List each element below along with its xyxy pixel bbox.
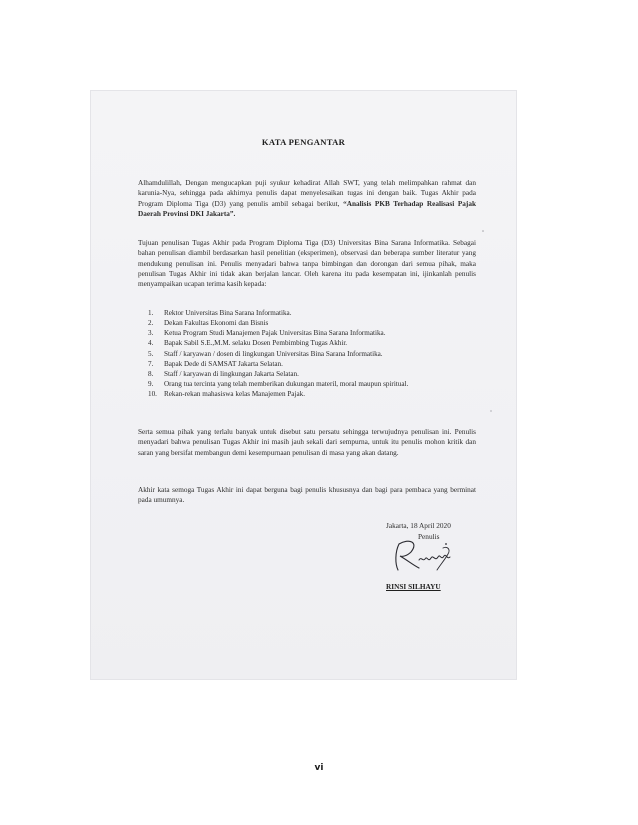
signer-role: Penulis: [418, 532, 440, 541]
paragraph-purpose: Tujuan penulisan Tugas Akhir pada Program Diploma Tiga (D3) Universitas Bina Sarana Informatika. Sebagai bahan penulisan diambil berdasarkan hasil penelitian (eksperimen), observasi dan beberapa sumber literatur yang mendukung penulisan ini. Penulis menyadari bahwa tanpa bimbingan dan dorongan dari semua pihak, maka penulisan Tugas Akhir ini tidak akan berjalan lancar. Oleh karena itu pada kesempatan ini, ijinkanlah penulis menyampaikan ucapan terima kasih kepada:: [138, 239, 476, 289]
list-item-number: 9.: [148, 380, 154, 389]
list-item-text: Staff / karyawan / dosen di lingkungan Universitas Bina Sarana Informatika.: [164, 349, 383, 358]
thanks-list-item: [148, 379, 478, 389]
thanks-list-item: [148, 318, 478, 328]
thanks-list-item: [148, 389, 478, 399]
paragraph-closing: Akhir kata semoga Tugas Akhir ini dapat berguna bagi penulis khususnya dan bagi para pembaca yang berminat pada umumnya.: [138, 486, 476, 505]
page-number: vi: [314, 763, 324, 773]
list-item-number: 8.: [148, 369, 154, 378]
scan-speck: [490, 410, 492, 412]
list-item-text: Staff / karyawan di lingkungan Jakarta Selatan.: [164, 369, 299, 378]
handwritten-signature: [385, 534, 465, 576]
thanks-list-item: [148, 328, 478, 338]
list-item-number: 1.: [148, 309, 154, 317]
scan-speck: [482, 230, 484, 232]
thanks-list-item: [148, 349, 478, 359]
list-item-text: Orang tua tercinta yang telah memberikan dukungan materil, moral maupun spiritual.: [164, 380, 409, 389]
list-item-number: 5.: [148, 349, 154, 358]
list-item-number: 7.: [148, 359, 154, 368]
list-item-number: 3.: [148, 329, 154, 338]
list-item-number: 10.: [148, 390, 157, 399]
signer-name: RINSI SILHAYU: [386, 582, 441, 591]
paragraph-intro: [138, 178, 476, 219]
scanned-page: [90, 90, 517, 680]
thesis-title: “Analisis PKB Terhadap Realisasi Pajak Daerah Provinsi DKI Jakarta”.: [138, 199, 476, 218]
list-item-number: 4.: [148, 339, 154, 348]
paragraph-acknowledgement: Serta semua pihak yang terlalu banyak untuk disebut satu persatu sehingga terwujudnya penulisan ini. Penulis menyadari bahwa penulisan Tugas Akhir ini masih jauh sekali dari sempurna, untuk itu penulis mohon kritik dan saran yang bersifat membangun demi kesempurnaan penulisan di masa yang akan datang.: [138, 428, 476, 457]
list-item-text: Rektor Universitas Bina Sarana Informatika.: [164, 309, 292, 317]
list-item-text: Rekan-rekan mahasiswa kelas Manajemen Pajak.: [164, 390, 305, 399]
list-item-number: 2.: [148, 319, 154, 328]
list-item-text: Ketua Program Studi Manajemen Pajak Universitas Bina Sarana Informatika.: [164, 329, 386, 338]
thanks-list-item: [148, 369, 478, 379]
list-item-text: Bapak Sabil S.E.,M.M. selaku Dosen Pembimbing Tugas Akhir.: [164, 339, 348, 348]
list-item-text: Bapak Dede di SAMSAT Jakarta Selatan.: [164, 359, 283, 368]
thanks-list: [148, 308, 478, 399]
thanks-list-item: [148, 308, 478, 318]
paragraph-intro-text: Alhamdulillah, Dengan mengucapkan puji syukur kehadirat Allah SWT, yang telah melimpahkan rahmat dan karunia-Nya, sehingga pada akhirnya penulis dapat menyelesaikan tugas ini dengan baik. Tugas Akhir pada Program Diploma Tiga (D3) yang penulis ambil sebagai berikut,: [138, 179, 476, 208]
place-date: Jakarta, 18 April 2020: [386, 521, 451, 530]
thanks-list-item: [148, 359, 478, 369]
thanks-list-item: [148, 338, 478, 348]
list-item-text: Dekan Fakultas Ekonomi dan Bisnis: [164, 319, 269, 328]
page-title: KATA PENGANTAR: [261, 137, 346, 147]
